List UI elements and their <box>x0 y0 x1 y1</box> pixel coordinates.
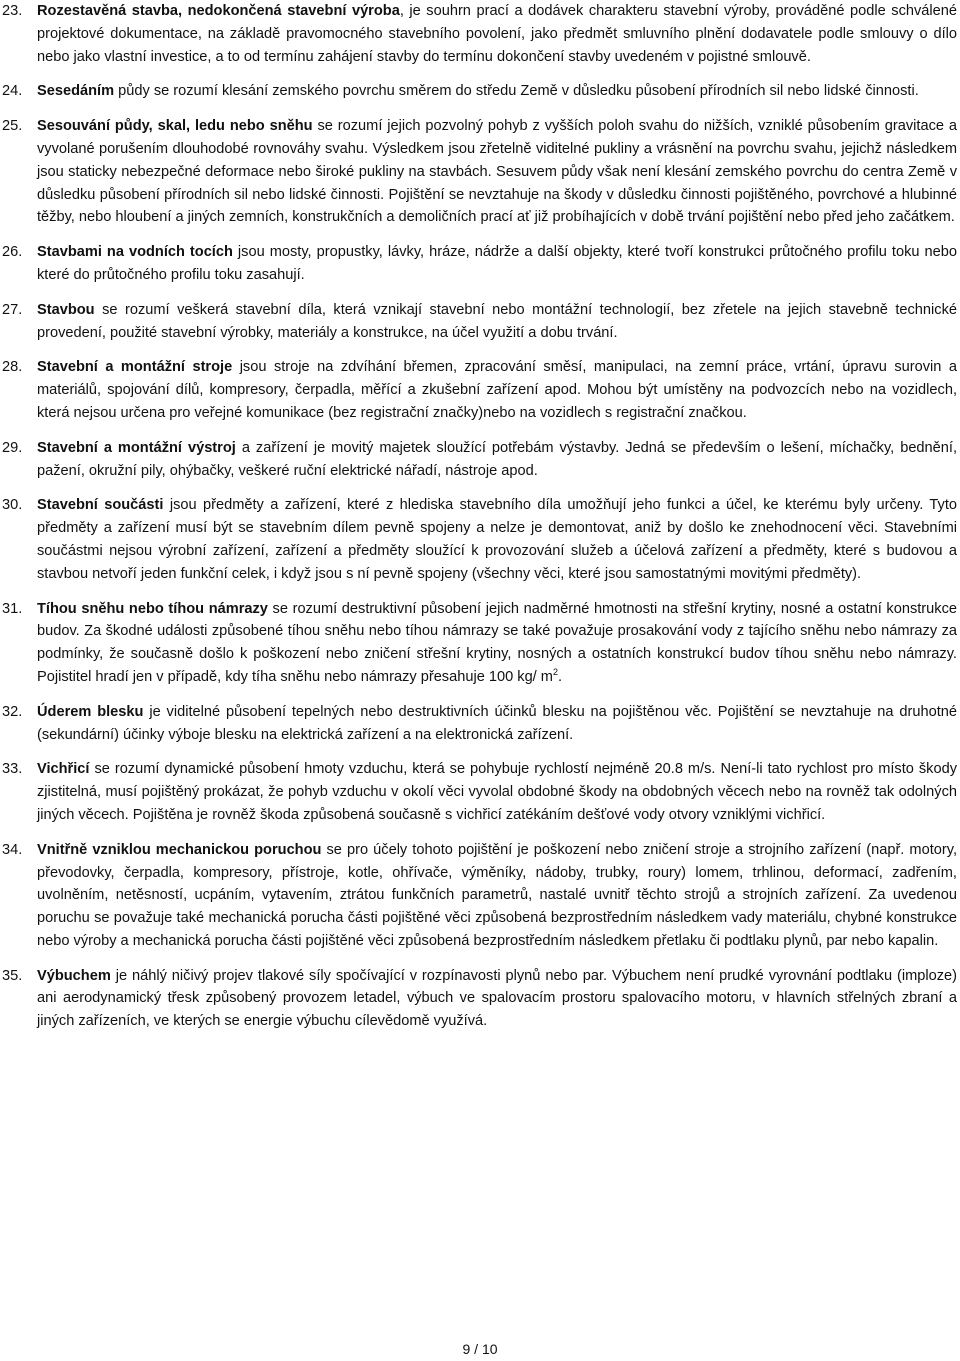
definition-text <box>37 965 960 1033</box>
definition-body: je viditelné působení tepelných nebo destruktivních účinků blesku na pojištěnou věc. Pojištění se nevztahuje na druhotné (sekundární) účinky výboje blesku na elektrická zařízení a na elektronická zařízení. <box>37 703 957 743</box>
definition-text <box>37 839 960 953</box>
definition-term: Vnitřně vzniklou mechanickou poruchou <box>37 841 322 858</box>
definition-text <box>37 80 960 103</box>
definition-term: Stavební součásti <box>37 497 164 514</box>
definition-item <box>0 839 960 953</box>
definition-term: Sesouvání půdy, skal, ledu nebo sněhu <box>37 118 313 135</box>
definition-text <box>37 494 960 585</box>
definition-number: 30. <box>2 497 23 514</box>
definition-item <box>0 437 960 483</box>
definition-body: se rozumí veškerá stavební díla, která vznikají stavební nebo montážní technologií, bez zřetele na jejich stavebně technické provedení, použité stavební výrobky, materiály a konstrukce, na účel využití a dobu trvání. <box>37 301 957 341</box>
definition-item <box>0 965 960 1033</box>
definition-text <box>37 437 960 483</box>
definition-item <box>0 758 960 826</box>
definition-item <box>0 356 960 424</box>
definition-term: Výbuchem <box>37 967 111 984</box>
definition-number: 34. <box>2 841 23 858</box>
definition-item <box>0 0 960 68</box>
definition-item <box>0 299 960 345</box>
definition-term: Tíhou sněhu nebo tíhou námrazy <box>37 600 268 617</box>
definition-term: Stavbou <box>37 301 95 318</box>
definition-body: jsou mosty, propustky, lávky, hráze, nádrže a další objekty, které tvoří konstrukci průtočného profilu toku nebo které do průtočného profilu toku zasahují. <box>37 244 957 283</box>
definition-item <box>0 80 960 103</box>
definition-item <box>0 115 960 229</box>
definition-term: Stavební a montážní stroje <box>37 359 233 376</box>
definition-number: 23. <box>2 3 23 19</box>
definition-body: půdy se rozumí klesání zemského povrchu směrem do středu Země v důsledku působení přírodních sil nebo lidské činnosti. <box>114 83 919 100</box>
definition-term: Vichřicí <box>37 761 90 778</box>
definition-tail: . <box>557 668 563 685</box>
definition-number: 33. <box>2 761 23 778</box>
definition-body: se rozumí jejich pozvolný pohyb z vyšších poloh svahu do nižších, vzniklé působením gravitace a vyvolané porušením dlouhodobé rovnováhy svahu. Výsledkem jsou zřetelně viditelné pukliny a vrásnění na povrchu svahu, jejichž následkem jsou staticky nebezpečné deformace nebo široké pukliny na stavbách. Sesuvem půdy však není klesání zemského povrchu do centra Země v důsledku působení přírodních sil nebo lidské činnosti. Pojištění se nevztahuje na škody v důsledku činnosti pojištěného, povrchové a hlubinné těžby, nebo hloubení a jiných zemních, konstrukčních a demoličních prací ať již probíhajících v době trvání pojištění nebo před jeho začátkem. <box>37 118 957 226</box>
definition-term: Stavbami na vodních tocích <box>37 244 233 261</box>
definition-number: 26. <box>2 244 23 261</box>
definition-text <box>37 701 960 747</box>
definition-body: , je souhrn prací a dodávek charakteru stavební výroby, prováděné podle schválené projektové dokumentace, na základě pravomocného stavebního povolení, jako předmět smluvního plnění dodavatele podle smlouvy o dílo nebo jako vlastní investice, a to od termínu zahájení stavby do termínu dokončení stavby uvedeném v pojistné smlouvě. <box>37 3 957 65</box>
definition-term: Sesedáním <box>37 83 115 100</box>
definition-term: Rozestavěná stavba, nedokončená stavební výroba <box>37 3 400 19</box>
definition-number: 24. <box>2 83 23 100</box>
definition-body: je náhlý ničivý projev tlakové síly spočívající v rozpínavosti plynů nebo par. Výbuchem není prudké vyrovnání podtlaku (imploze) ani aerodynamický třesk způsobený provozem letadel, výbuch ve spalovacím prostoru spalovacího motoru, v hlavních střelných zbraní a jiných zařízeních, ve kterých se energie výbuchu cílevědomě využívá. <box>37 967 957 1030</box>
definition-body: a zařízení je movitý majetek sloužící potřebám výstavby. Jedná se především o lešení, míchačky, bednění, pažení, okružní pily, ohýbačky, veškeré ruční elektrické nářadí, nástroje apod. <box>37 439 958 479</box>
definition-item <box>0 494 960 585</box>
definition-body: jsou stroje na zdvíhání břemen, zpracování směsí, manipulaci, na zemní práce, vrtání, úpravu surovin a materiálů, spojování dílů, kompresory, čerpadla, měřící a zkušební zařízení apod. Mohou být umístěny na podvozcích nebo na vozidlech, která nejsou určena pro veřejné komunikace (bez registrační značky)nebo na vozidlech s registrační značkou. <box>37 359 957 421</box>
definition-text <box>37 758 960 826</box>
definition-number: 28. <box>2 359 23 376</box>
definition-term: Stavební a montážní výstroj <box>37 439 236 456</box>
definition-item <box>0 701 960 747</box>
definition-body: se rozumí destruktivní působení jejich nadměrné hmotnosti na střešní krytiny, nosné a ostatní konstrukce budov. Za škodné události způsobené tíhou sněhu nebo tíhou námrazy se také považuje prosakování vody z tajícího sněhu nebo námrazy za podmínky, že současně došlo k poškození nebo zničení střešní krytiny, nosných a ostatních konstrukcí budov tíhou sněhu nebo námrazy. Pojistitel hradí jen v případě, kdy tíha sněhu nebo námrazy přesahuje 100 kg/ m <box>37 600 957 685</box>
definition-body: se pro účely tohoto pojištění je poškození nebo zničení stroje a strojního zařízení (např. motory, převodovky, čerpadla, kompresory, přístroje, kotle, ohřívače, výměníky, nádoby, trubky, roury) lomem, trhlinou, deformací, zadřením, uvolněním, netěsností, ucpáním, vytavením, ztrátou funkčních parametrů, nastalé uvnitř těchto strojů a strojních zařízení. Za uvedenou poruchu se považuje také mechanická porucha části pojištěné věci způsobená bezprostředním následkem vady materiálu, chybné konstrukce nebo výroby a mechanická porucha části pojištěné věci způsobená bezprostředním následkem přetlaku či podtlaku plynů, par nebo kapalin. <box>37 841 957 949</box>
definition-text <box>37 356 960 424</box>
definition-text <box>37 598 960 689</box>
definition-body: se rozumí dynamické působení hmoty vzduchu, která se pohybuje rychlostí nejméně 20.8 m/s. Není-li tato rychlost pro místo škody zjistitelná, musí pojištěný prokázat, že pohyb vzduchu v okolí věci vyvolal obdobné škody na obdobných věcech nebo na rovněž tak odolných jiných věcech. Pojištěna je rovněž škoda způsobená současně s vichřicí zatékáním dešťové vody otvory vzniklými vichřicí. <box>37 761 957 823</box>
definition-number: 25. <box>2 118 23 135</box>
definition-number: 35. <box>2 967 23 984</box>
definition-text <box>37 241 960 287</box>
definition-number: 31. <box>2 600 23 617</box>
definition-number: 32. <box>2 703 23 720</box>
definition-text <box>37 0 960 68</box>
definition-item <box>0 241 960 287</box>
definition-text <box>37 299 960 345</box>
definition-number: 29. <box>2 439 23 456</box>
definition-item <box>0 598 960 689</box>
definition-text <box>37 115 960 229</box>
definition-number: 27. <box>2 301 23 318</box>
page-number: 9 / 10 <box>462 1341 498 1357</box>
definition-body: jsou předměty a zařízení, které z hlediska stavebního díla umožňují jeho funkci a účel, ke kterému byly určeny. Tyto předměty a zařízení musí být se stavebním dílem pevně spojeny a nelze je demontovat, aniž by došlo ke znehodnocení věci. Stavebními součástmi nejsou výrobní zařízení, zařízení a předměty sloužící k provozování služeb a účelová zařízení a předměty, které s budovou a stavbou netvoří jeden funkční celek, i když jsou s ní pevně spojeny (všechny věci, které jsou samostatnými movitými předměty). <box>37 497 957 582</box>
definition-term: Úderem blesku <box>37 703 144 720</box>
superscript: 2 <box>552 667 558 678</box>
